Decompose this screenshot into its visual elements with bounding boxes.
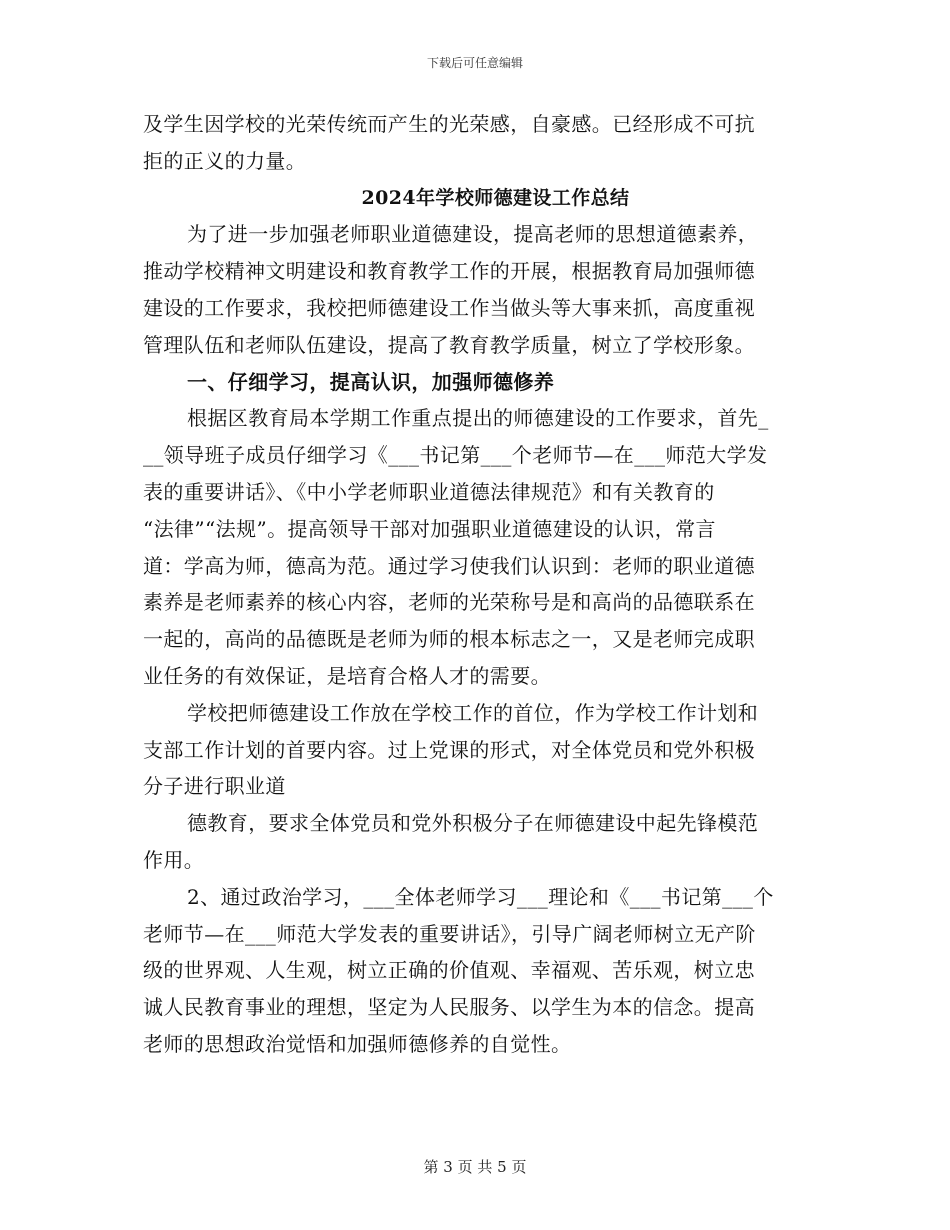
text-line: 为了进一步加强老师职业道德建设，提高老师的思想道德素养，: [187, 222, 759, 247]
text-line: 老师的思想政治觉悟和加强师德修养的自觉性。: [143, 1031, 572, 1056]
section-heading: 一、仔细学习，提高认识，加强师德修养: [187, 369, 555, 394]
text-line: 建设的工作要求，我校把师德建设工作当做头等大事来抓，高度重视: [143, 295, 755, 320]
text-line: 根据区教育局本学期工作重点提出的师德建设的工作要求，首先_: [187, 406, 769, 431]
text-line: __领导班子成员仔细学习《___书记第___个老师节—在___师范大学发: [143, 443, 768, 468]
text-line: 道：学高为师，德高为范。通过学习使我们认识到：老师的职业道德: [143, 553, 755, 578]
text-line: “法律”“法规”。提高领导干部对加强职业道德建设的认识，常言: [143, 516, 716, 541]
text-line: 分子进行职业道: [143, 774, 286, 799]
text-line: 管理队伍和老师队伍建设，提高了教育教学质量，树立了学校形象。: [143, 332, 755, 357]
text-line: 拒的正义的力量。: [143, 148, 307, 173]
text-line: 作用。: [143, 847, 205, 872]
text-line: 及学生因学校的光荣传统而产生的光荣感，自豪感。已经形成不可抗: [143, 112, 755, 136]
section-title: 2024年学校师德建设工作总结: [361, 186, 630, 209]
document-body: [143, 106, 808, 1063]
text-line: 老师节—在___师范大学发表的重要讲话》，引导广阔老师树立无产阶: [143, 921, 756, 946]
text-line: 学校把师德建设工作放在学校工作的首位，作为学校工作计划和: [187, 700, 759, 725]
text-line: 德教育，要求全体党员和党外积极分子在师德建设中起先锋模范: [187, 811, 759, 836]
text-line: 表的重要讲话》、《中小学老师职业道德法律规范》和有关教育的: [143, 479, 715, 504]
text-line: 业任务的有效保证，是培育合格人才的需要。: [143, 663, 551, 688]
text-line: 推动学校精神文明建设和教育教学工作的开展，根据教育局加强师德: [143, 259, 755, 284]
page-footer: 第 3 页 共 5 页: [423, 1158, 527, 1176]
text-line: 一起的，高尚的品德既是老师为师的根本标志之一，又是老师完成职: [143, 627, 755, 652]
page-header: 下载后可任意编辑: [426, 56, 523, 70]
text-line: 素养是老师素养的核心内容，老师的光荣称号是和高尚的品德联系在: [143, 590, 755, 615]
text-line: 2、通过政治学习，___全体老师学习___理论和《___书记第___个: [187, 884, 774, 909]
text-line: 支部工作计划的首要内容。过上党课的形式，对全体党员和党外积极: [143, 737, 755, 762]
text-line: 诚人民教育事业的理想，坚定为人民服务、以学生为本的信念。提高: [143, 995, 755, 1020]
text-line: 级的世界观、人生观，树立正确的价值观、幸福观、苦乐观，树立忠: [143, 958, 755, 983]
